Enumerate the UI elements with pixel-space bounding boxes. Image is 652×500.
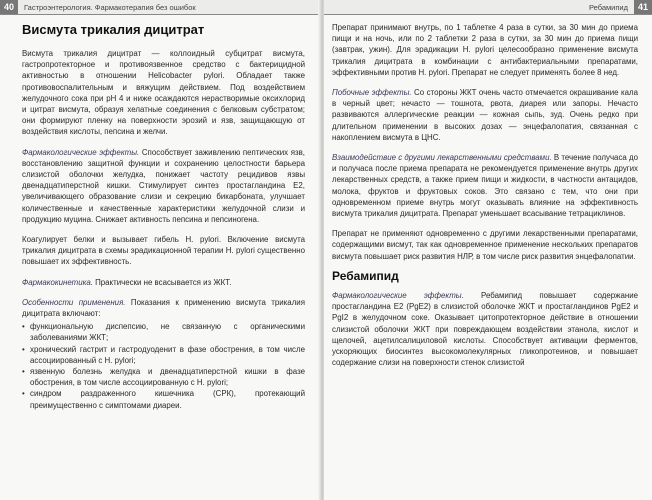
right-header-title: Ребамипид: [588, 3, 628, 12]
left-page-number: 40: [0, 0, 18, 14]
bismuth-combination-paragraph: Препарат не применяют одновременно с другими лекарственными препаратами, содержащими висмут, так как одновременное применение нескольких препаратов висмута повышает риск развития НЛР, в том числе риск развития энцефалопатии.: [332, 229, 638, 261]
pharmacokinetics-label: Фармакокинетика.: [22, 277, 93, 287]
side-effects-paragraph: [332, 87, 638, 143]
pharmacokinetics-text: Практически не всасывается из ЖКТ.: [92, 277, 232, 287]
rebamipide-pharmacology-label: Фармакологические эффекты.: [332, 291, 464, 301]
interactions-label: Взаимодействие с другими лекарственными средствами.: [332, 153, 552, 163]
usage-label: Особенности применения.: [22, 297, 126, 307]
section-title-bismuth: Висмута трикалия дицитрат: [22, 22, 205, 37]
right-page: [324, 0, 652, 500]
list-item: • синдром раздраженного кишечника (СРК), протекающий преимущественно с симптомами диареи.: [30, 388, 305, 410]
rebamipide-pharmacology-paragraph: [332, 290, 638, 368]
left-running-header: [0, 0, 320, 15]
interactions-paragraph: [332, 152, 638, 219]
pharmacology-text: Способствует заживлению пептических язв, восстановлению защитной функции и сохранению целостности барьера слизистой оболочки желудка, понижает частоту рецидивов язвы двенадцатиперстной кишки. Стимулирует синтез простагландина E2, увеличивающего образование слизи и секрецию бикарбоната, улучшает количественные и качественные характеристики желудочной слизи и продукцию муцина. Снижает активность пепсина и пепсиногена.: [22, 147, 305, 224]
side-effects-text: Со стороны ЖКТ очень часто отмечается окрашивание кала в черный цвет; нечасто — тошнота, рвота, диарея или запоры. Нечасто развиваются аллергические реакции — кожная сыпь, зуд. Очень редко при длительном применении в высоких дозах — энцефалопатия, связанная с накоплением висмута в ЦНС.: [332, 88, 638, 142]
left-header-title: Гастроэнтерология. Фармакотерапия без ошибок: [24, 3, 196, 12]
dosage-paragraph: Препарат принимают внутрь, по 1 таблетке 4 раза в сутки, за 30 мин до приема пищи и на ночь, или по 2 таблетки 2 раза в сутки, за 30 мин до приема пищи (завтрак, ужин). Для эрадикации H. pylori целесообразно применение висмута трикалия дицитрата в комбинации с антибактериальными препаратами, эффективными против H. pylori. Препарат не следует применять более 8 нед.: [332, 23, 638, 77]
left-text-column: [22, 22, 305, 411]
right-page-number: 41: [634, 0, 652, 14]
list-item: • функциональную диспепсию, не связанную с органическими заболеваниями ЖКТ;: [30, 321, 305, 343]
left-page: [0, 0, 320, 500]
right-text-column: [332, 22, 638, 377]
pharmacology-label: Фармакологические эффекты.: [22, 147, 140, 157]
right-running-header: [324, 0, 652, 15]
side-effects-label: Побочные эффекты.: [332, 88, 412, 98]
indications-list: [22, 321, 305, 411]
bismuth-usage-paragraph: [22, 297, 305, 319]
bismuth-pylori-paragraph: Коагулирует белки и вызывает гибель H. pylori. Включение висмута трикалия дицитрата в схемы эрадикационной терапии H. pylori существенно повышает их эффективность.: [22, 235, 305, 267]
bismuth-intro-paragraph: Висмута трикалия дицитрат — коллоидный субцитрат висмута, гастропротекторное и противоязвенное средство с бактерицидной активностью в отношении Helicobacter pylori. Обладает также противовоспалительным и вяжущим действием. Под воздействием желудочного сока при pH 4 и ниже осаждаются нерастворимые оксихлорид и цитрат висмута, образуя хелатные соединения с белковым субстратом; они формируют пленку на поверхности эрозий и язв, защищающую от воздействия кислоты, пепсина и желчи.: [22, 49, 305, 137]
list-item: • язвенную болезнь желудка и двенадцатиперстной кишки в фазе обострения, в том числе ассоциированную с H. pylori;: [30, 366, 305, 388]
bismuth-pharmacology-paragraph: [22, 147, 305, 225]
list-item: • хронический гастрит и гастродуоденит в фазе обострения, в том числе ассоциированный с H. pylori;: [30, 344, 305, 366]
section-title-rebamipide: Ребамипид: [332, 268, 399, 283]
rebamipide-pharmacology-text: Ребамипид повышает содержание простагландина E2 (PgE2) в слизистой оболочке ЖКТ и простагландинов PgE2 и PgI2 в желудочном соке. Оказывает цитопротекторное действие в отношении слизистой оболочки ЖКТ при повреждающем воздействии этанола, кислот и щелочей, ацетилсалициловой кислоты. Способствует активации ферментов, ускоряющих биосинтез высокомолекулярных гликопротеинов, и повышает содержание слизи на поверхности стенок слизистой: [332, 291, 638, 368]
usage-text: Показания к применению висмута трикалия дицитрата включают:: [22, 297, 305, 319]
bismuth-pharmacokinetics-paragraph: [22, 277, 305, 288]
interactions-text: В течение получаса до и получаса после приема препарата не рекомендуется применение внутрь других лекарственных средств, а также прием пищи и жидкости, в частности антацидов, молока, фруктов и фруктовых соков. Это связано с тем, что они при одновременном приеме внутрь могут оказывать влияние на эффективность висмута трикалия дицитрата. Препарат уменьшает всасывание тетрациклинов.: [332, 153, 638, 219]
